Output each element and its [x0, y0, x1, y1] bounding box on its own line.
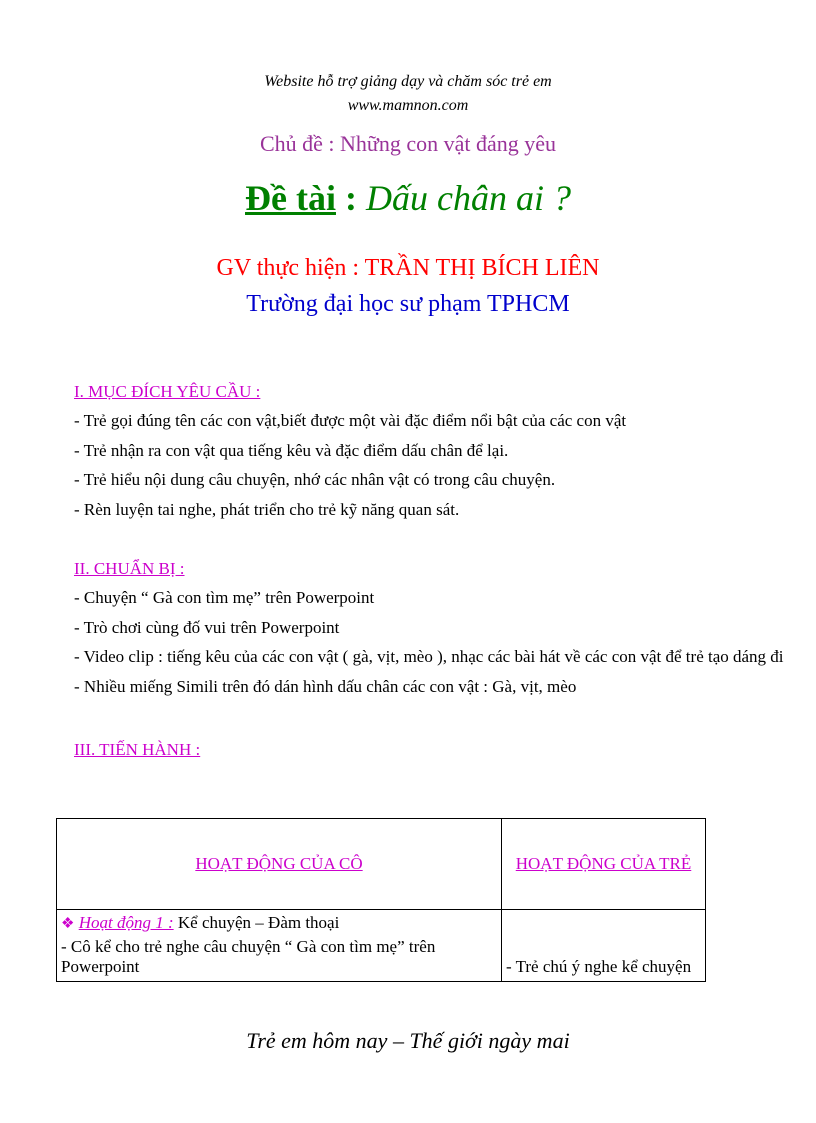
teacher-activity-cell	[57, 910, 502, 982]
objective-item: - Rèn luyện tai nghe, phát triển cho trẻ kỹ năng quan sát.	[74, 499, 460, 519]
preparation-item: - Trò chơi cùng đố vui trên Powerpoint	[74, 617, 340, 637]
teacher-activity-text: - Cô kể cho trẻ nghe câu chuyện “ Gà con tìm mẹ” trên Powerpoint	[61, 937, 436, 976]
topic-separator: :	[335, 178, 366, 218]
school-name: Trường đại học sư phạm TPHCM	[246, 291, 570, 317]
objective-item: - Trẻ nhận ra con vật qua tiếng kêu và đặc điểm dấu chân để lại.	[74, 440, 509, 460]
section-objectives-heading: I. MỤC ĐÍCH YÊU CẦU :	[74, 382, 261, 401]
section-objectives	[74, 377, 626, 524]
child-activity-cell	[502, 910, 706, 982]
preparation-item: - Chuyện “ Gà con tìm mẹ” trên Powerpoint	[74, 588, 375, 607]
teacher-activity-header: HOẠT ĐỘNG CỦA CÔ	[57, 819, 502, 910]
section-preparation-heading: II. CHUẨN BỊ :	[74, 559, 185, 578]
child-activity-header: HOẠT ĐỘNG CỦA TRẺ	[502, 819, 706, 910]
table-header-row	[57, 819, 706, 910]
website-url: www.mamnon.com	[347, 97, 469, 114]
activity-title	[61, 910, 497, 937]
footer-slogan: Trẻ em hôm nay – Thế giới ngày mai	[246, 1028, 570, 1053]
table-row	[57, 910, 706, 982]
website-tagline: Website hỗ trợ giảng dạy và chăm sóc trẻ em	[264, 73, 552, 90]
lesson-theme: Chủ đề : Những con vật đáng yêu	[259, 131, 557, 156]
activities-table	[56, 818, 706, 982]
preparation-item: - Nhiều miếng Simili trên đó dán hình dấu chân các con vật : Gà, vịt, mèo	[74, 676, 577, 696]
preparation-item: - Video clip : tiếng kêu của các con vật ( gà, vịt, mèo ), nhạc các bài hát về các con vật để trẻ tạo dáng đi	[74, 647, 784, 666]
objective-item: - Trẻ gọi đúng tên các con vật,biết được một vài đặc điểm nổi bật của các con vật	[74, 411, 627, 430]
topic-title: Dấu chân ai ?	[365, 178, 571, 218]
section-procedure-heading: III. TIẾN HÀNH :	[74, 740, 201, 759]
child-activity-text: - Trẻ chú ý nghe kể chuyện	[506, 957, 692, 976]
activity-label: Hoạt động 1 :	[78, 913, 174, 932]
objective-item: - Trẻ hiểu nội dung câu chuyện, nhớ các nhân vật có trong câu chuyện.	[74, 470, 556, 489]
activity-name: Kể chuyện – Đàm thoại	[173, 913, 340, 932]
teacher-name: GV thực hiện : TRẦN THỊ BÍCH LIÊN	[216, 255, 600, 281]
diamond-bullet-icon: ❖	[61, 916, 75, 932]
lesson-topic	[0, 176, 816, 220]
section-preparation	[74, 554, 784, 701]
topic-label: Đề tài	[245, 178, 336, 218]
section-procedure	[74, 735, 200, 764]
